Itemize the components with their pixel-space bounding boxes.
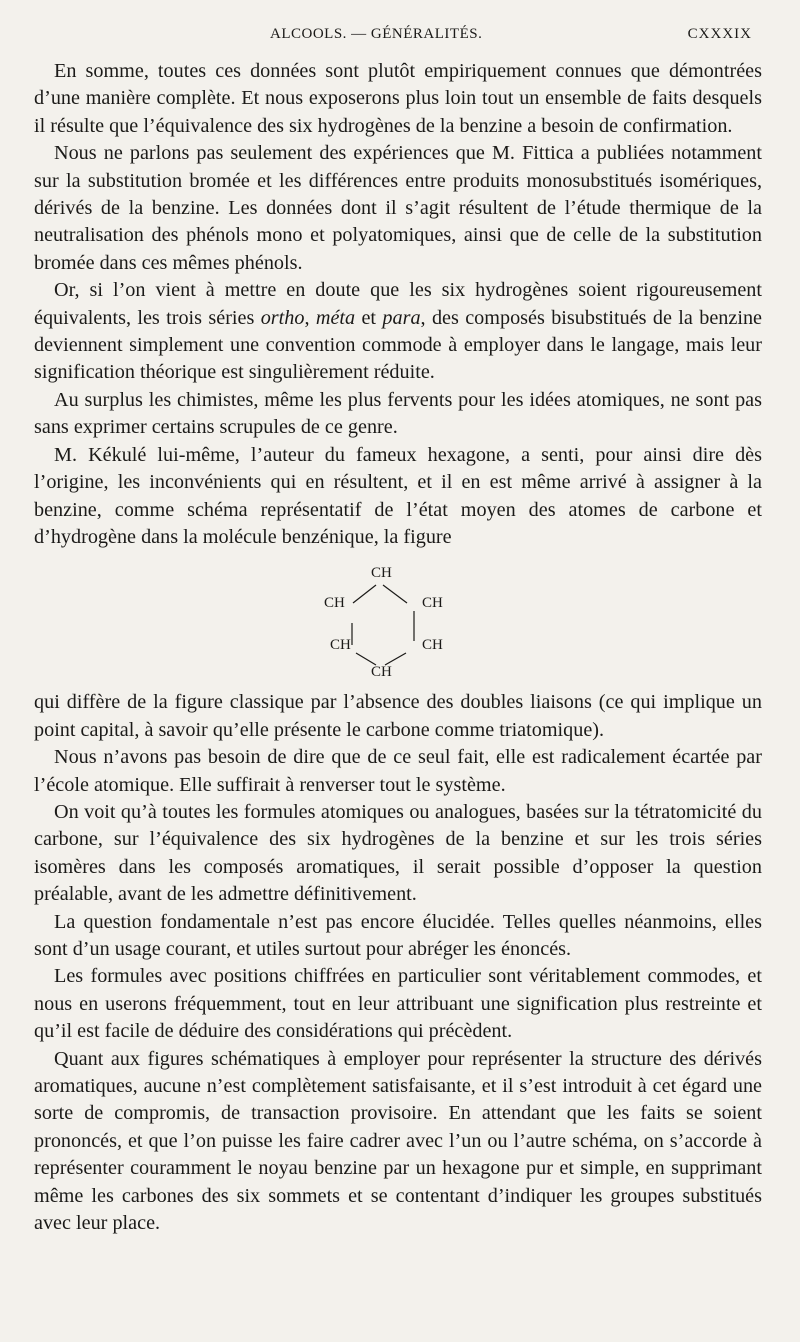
bond-bottom-right [385, 653, 406, 665]
text-body [34, 58, 762, 1237]
paragraph: qui diffère de la figure classique par l’absence des doubles liaisons (ce qui implique un point capital, à savoir qu’elle présente le carbone comme triatomique). [34, 691, 762, 741]
ch-upper-left: CH [324, 595, 345, 612]
running-title: ALCOOLS. — GÉNÉRALITÉS. [270, 26, 483, 42]
paragraph [34, 277, 762, 387]
benzene-diagram [34, 557, 762, 689]
separator: et [355, 306, 383, 329]
ch-top: CH [371, 565, 392, 582]
running-header [0, 26, 800, 50]
paragraph: On voit qu’à toutes les formules atomiques ou analogues, basées sur la tétratomicité du carbone, sur l’équivalence des six hydrogènes de la benzine et sur les trois séries isomères dans les composés aromatiques, il serait possible d’opposer la question préalable, avant de les admettre définitivement. [34, 800, 762, 906]
italic-term-ortho: ortho [260, 306, 305, 329]
benzene-figure [34, 557, 762, 689]
paragraph: En somme, toutes ces données sont plutôt empiriquement connues que démontrées d’une manière complète. Et nous exposerons plus loin tout un ensemble de faits desquels il résulte que l’équivalence des six hydrogènes de la benzine a besoin de confirmation. [34, 60, 762, 137]
bond-bottom-left [356, 653, 376, 665]
bond-top-right [383, 585, 407, 603]
ch-lower-right: CH [422, 637, 443, 654]
italic-term-meta: méta [315, 306, 356, 329]
paragraph: Nous n’avons pas besoin de dire que de ce seul fait, elle est radicalement écartée par l’école atomique. Elle suffirait à renverser tout le système. [34, 746, 762, 796]
ch-lower-left: CH [330, 637, 351, 654]
paragraph: Nous ne parlons pas seulement des expériences que M. Fittica a publiées notamment sur la substitution bromée et les différences entre produits monosubstitués isomériques, dérivés de la benzine. Les données dont il s’agit résultent de l’étude thermique de la neutralisation des phénols mono et polyatomiques, ainsi que de celle de la substitution bromée dans ces mêmes phénols. [34, 142, 762, 274]
paragraph: Quant aux figures schématiques à employer pour représenter la structure des dérivés aromatiques, aucune n’est complètement satisfaisante, et il s’est introduit à cet égard une sorte de compromis, de transaction provisoire. En attendant que les faits se soient prononcés, et que l’on puisse les faire cadrer avec l’un ou l’autre schéma, on s’accorde à représenter couramment le noyau benzine par un hexagone pur et simple, en supprimant même les carbones des six sommets et se contentant d’indiquer les groupes substitués avec leur place. [34, 1047, 762, 1235]
bond-top-left [353, 585, 376, 603]
ch-bottom: CH [371, 664, 392, 681]
paragraph-text: Or, si l’on vient à mettre en doute que les six hydrogènes soient rigoureusement équivalents, les trois séries [34, 279, 762, 329]
paragraph: La question fondamentale n’est pas encore élucidée. Telles quelles néanmoins, elles sont d’un usage courant, et utiles surtout pour abréger les énoncés. [34, 910, 762, 960]
paragraph: M. Kékulé lui-même, l’auteur du fameux hexagone, a senti, pour ainsi dire dès l’origine, les inconvénients qui en résultent, et il en est même arrivé à assigner à la benzine, comme schéma représentatif de l’état moyen des atomes de carbone et d’hydrogène dans la molécule benzénique, la figure [34, 443, 762, 548]
ch-upper-right: CH [422, 595, 443, 612]
italic-term-para: para [382, 306, 421, 329]
page-number: CXXXIX [687, 26, 752, 42]
paragraph: Les formules avec positions chiffrées en particulier sont véritablement commodes, et nous en userons fréquemment, tout en leur attribuant une signification plus restreinte et qu’il est facile de déduire des considérations qui précèdent. [34, 965, 762, 1043]
paragraph: Au surplus les chimistes, même les plus fervents pour les idées atomiques, ne sont pas sans exprimer certains scrupules de ce genre. [34, 388, 762, 439]
separator: , [304, 306, 316, 329]
paragraph-text: , des composés bisubstitués de la benzine deviennent simplement une convention commode à employer dans le langage, mais leur signification théorique est singulièrement réduite. [34, 306, 763, 384]
